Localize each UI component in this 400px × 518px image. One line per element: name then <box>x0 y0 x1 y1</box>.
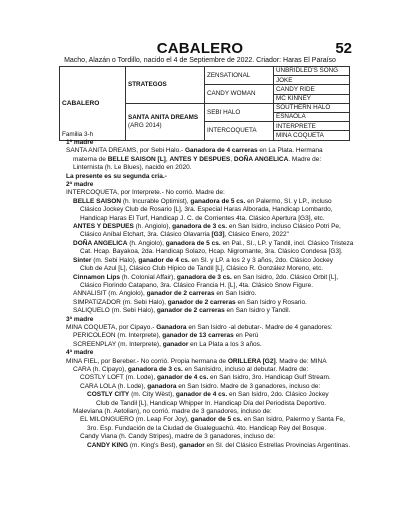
m1-line: SANTA ANITA DREAMS, por Sebi Halo.- Ganadora de 4 carreras en La Plata. Hermana <box>66 147 323 155</box>
pedigree-ss: ZENSATIONAL <box>205 67 274 85</box>
m2-line: SALIQUELO (m. Sebi Halo), ganador de 2 carreras en San Isidro y Tandil. <box>73 307 291 315</box>
m1-line: Linternista (h. Le Blues), nacido en 2020. <box>73 164 192 172</box>
pedigree-dss: SOUTHERN HALO <box>274 103 350 112</box>
m3-line: PERICOLEON (m. Interprete), ganador de 13 carreras en Perú <box>73 332 259 340</box>
m2-line: Cat. Hcap. Bayakoa, 2da. Handicap Solazo, Hcap. Nigromante, 3ra. Clásico Condesa [G3]. <box>80 248 343 256</box>
horse-subtitle: Macho, Alazán o Tordillo, nacido el 4 de Septiembre de 2022. Criador: Haras El Paraíso <box>64 57 336 64</box>
pedigree-ssd: JOKE <box>274 76 350 85</box>
pedigree-dam-cell <box>126 103 205 140</box>
m2-line: DOÑA ANGELICA (h. Angiolo), ganadora de 5 cs. en Pal., SI., LP. y Tandil, incl. Clásico Tristeza <box>73 239 354 247</box>
m1-line: La presente es su segunda cría.- <box>66 172 167 180</box>
pedigree-family: Familia 3-h <box>62 131 94 139</box>
m2-line: BELLE SAISON (h. Incurable Optimist), ganadora de 5 cs. en Palermo, SI. y LP., incluso <box>73 197 332 205</box>
m4-line: Candy Viana (h. Candy Stripes), madre de 3 ganadores, incluso de: <box>80 433 275 441</box>
m4-line: COSTLY LOFT (m. Lode), ganador de 4 cs. en San Isidro, 3ro. Handicap Gulf Stream. <box>80 374 331 382</box>
catalog-body <box>66 139 376 450</box>
m2-line: ANTES Y DESPUES (h. Angiolo), ganadora de 3 cs. en San Isidro, incluso Clásico Potri Pe, <box>73 223 341 231</box>
section-title-1: 1ª madre <box>66 139 94 146</box>
pedigree-dds: INTERPRETE <box>274 122 350 131</box>
horse-title: CABALERO <box>156 40 244 57</box>
lot-number: 52 <box>335 40 352 57</box>
m3-line: SCREENPLAY (m. Interprete), ganador en La Plata a los 3 años. <box>73 340 262 348</box>
pedigree-dd: INTERCOQUETA <box>205 122 274 140</box>
m2-line: Sinter (m. Sebi Halo), ganador de 4 cs. en SI. y LP. a los 2 y 3 años, 2do. Clásico Jockey <box>73 256 334 264</box>
pedigree-sd: CANDY WOMAN <box>205 85 274 103</box>
m2-line: Clásico Aníbal Etchart, 3ra. Clásico Olavarria [G3], Clásico Enero, 2022" <box>80 231 289 239</box>
m4-line: EL MILONGUERO (m. Leap For Joy), ganador de 5 cs. en San Isidro, Palermo y Santa Fe, <box>80 416 345 424</box>
pedigree-sss: UNBRIDLED'S SONG <box>274 67 350 76</box>
m4-line: Maleviana (h. Aetolian), no corrió. madre de 3 ganadores, incluso de: <box>73 408 272 415</box>
m2-line: ANNALISIT (m. Angiolo), ganador de 2 carreras en San Isidro. <box>73 290 257 298</box>
m2-line: SIMPATIZADOR (m. Sebi Halo), ganador de 2 carreras en San Isidro y Rosario. <box>73 298 307 306</box>
pedigree-horse-cell <box>60 67 126 141</box>
m2-line: Cinnamon Lips (h. Colonial Affair), ganadora de 3 cs. en San Isidro, 2do. Clásico Orbit [L], <box>73 273 339 281</box>
m4-line: CANDY KING (m. King's Best), ganador en SI. del Clásico Estrellas Provincias Argentinas. <box>87 441 351 449</box>
m2-intro: INTERCOQUETA, por Interprete.- No corrió. Madre de: <box>66 189 225 197</box>
pedigree-dsd: ESNAOLA <box>274 112 350 121</box>
m4-line: 3ro. Esp. Fundación de la Ciudad de Gualeguachú. 4to. Handicap Rey del Bosque. <box>87 424 327 432</box>
m2-line: Clásico Florindo Catapano, 3ra. Clásico Francia H. [L], 4ta. Clásico Snow Figure. <box>80 281 314 289</box>
pedigree-sire: STRATEGOS <box>126 67 205 104</box>
section-title-2: 2ª madre <box>66 181 94 189</box>
pedigree-table <box>59 66 350 141</box>
m2-line: Handicap Haras El Turf, Handicap J. C. de Corrientes 4ta. Clásico Apertura [G3], etc. <box>80 214 325 222</box>
m3-line: MINA COQUETA, por Cipayo.- Ganadora en San Isidro -al debutar-. Madre de 4 ganadores: <box>66 323 333 331</box>
pedigree-ds: SEBI HALO <box>205 103 274 121</box>
m4-line: MINA FIEL, por Bereber.- No corrió. Propia hermana de ORILLERA [G2]. Madre de: MINA <box>66 357 327 365</box>
pedigree-dam-year: (ARG 2014) <box>128 121 162 129</box>
m4-line: COSTLY CITY (m. City Wèst), ganador de 4 cs. en San Isidro, 2do. Clásico Jockey <box>87 391 329 399</box>
m2-line: Clásico Jockey Club de Rosario [L], 3ra. Especial Haras Alborada, Handicap Lombardo, <box>80 206 333 214</box>
pedigree-sdd: MC KINNEY <box>274 94 350 103</box>
m2-line: Club de Azul [L], Clásico Club Hípico de Tandil [L], Clásico R. González Moreno, etc. <box>80 265 324 273</box>
m1-line: materna de BELLE SAISON [L], ANTES Y DESPUES, DOÑA ANGELICA. Madre de: <box>73 155 322 163</box>
pedigree-dam: SANTA ANITA DREAMS <box>128 114 199 122</box>
pedigree-sds: CANDY RIDE <box>274 85 350 94</box>
section-title-4: 4ª madre <box>66 349 94 357</box>
m4-line: Club de Tandil [L], Handicap Whipper In. Handicap Día del Periodista Deportivo. <box>96 399 327 407</box>
pedigree-ddd: MINA COQUETA <box>274 131 350 140</box>
section-title-3: 3ª madre <box>66 315 94 323</box>
m4-line: CARA LOLA (h. Lode), ganadora en San Isidro. Madre de 3 ganadores, incluso de: <box>80 382 321 390</box>
m4-line: CARA (h. Cipayo), ganadora de 3 cs. en SanIsidro, incluso al debutar. Madre de: <box>73 365 309 373</box>
pedigree-horse: CABALERO <box>62 99 100 107</box>
